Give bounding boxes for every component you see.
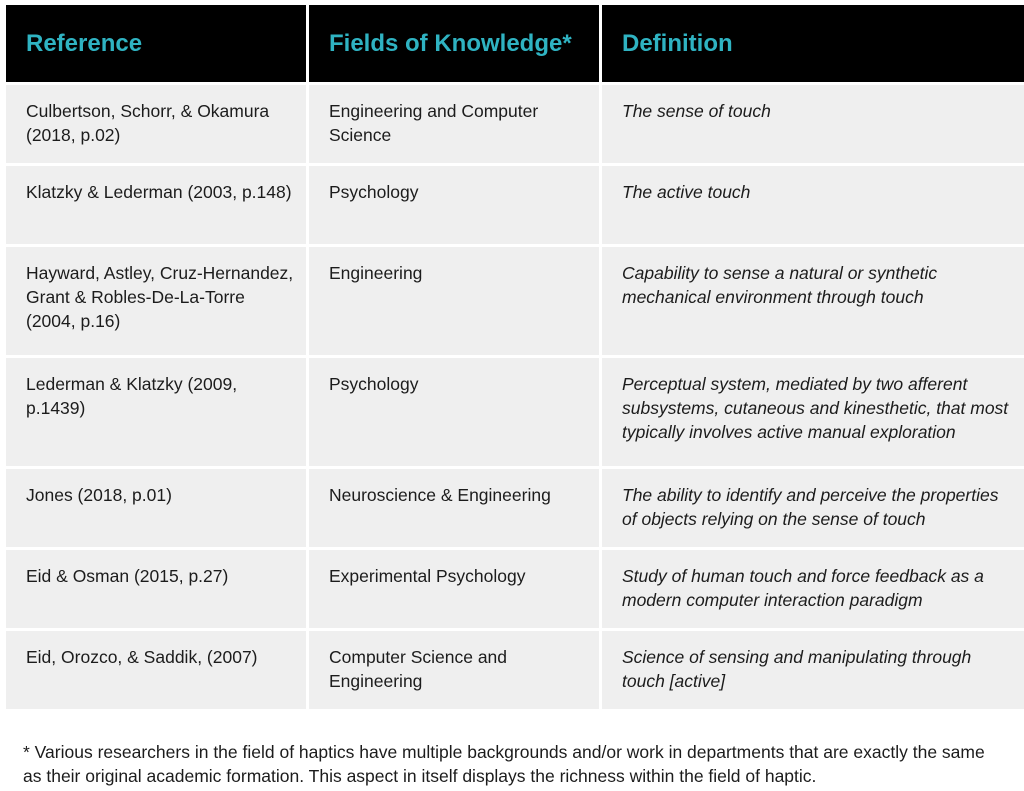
reference-cell: Klatzky & Lederman (2003, p.148): [6, 166, 306, 244]
table-row: [6, 469, 1024, 547]
header-definition: Definition: [602, 5, 1024, 82]
field-cell: Engineering and Computer Science: [309, 85, 599, 163]
definition-cell: Perceptual system, mediated by two afferent subsystems, cutaneous and kinesthetic, that most typically involves active manual exploration: [602, 358, 1024, 466]
field-cell: Psychology: [309, 358, 599, 466]
table-row: [6, 166, 1024, 244]
definition-cell: The sense of touch: [602, 85, 1024, 163]
field-cell: Computer Science and Engineering: [309, 631, 599, 709]
table-row: [6, 85, 1024, 163]
reference-cell: Eid & Osman (2015, p.27): [6, 550, 306, 628]
reference-cell: Lederman & Klatzky (2009, p.1439): [6, 358, 306, 466]
reference-cell: Culbertson, Schorr, & Okamura (2018, p.02): [6, 85, 306, 163]
haptics-definitions-table: [3, 2, 1024, 712]
table-row: [6, 247, 1024, 355]
field-cell: Neuroscience & Engineering: [309, 469, 599, 547]
footnote: * Various researchers in the field of haptics have multiple backgrounds and/or work in departments that are exactly the same as their original academic formation. This aspect in itself displays the richness within the field of haptic.: [23, 741, 985, 786]
field-cell: Experimental Psychology: [309, 550, 599, 628]
table-header-row: [6, 5, 1024, 82]
definition-cell: Science of sensing and manipulating through touch [active]: [602, 631, 1024, 709]
field-cell: Psychology: [309, 166, 599, 244]
field-cell: Engineering: [309, 247, 599, 355]
reference-cell: Eid, Orozco, & Saddik, (2007): [6, 631, 306, 709]
table-row: [6, 631, 1024, 709]
definition-cell: Study of human touch and force feedback as a modern computer interaction paradigm: [602, 550, 1024, 628]
table-row: [6, 358, 1024, 466]
table-row: [6, 550, 1024, 628]
reference-cell: Jones (2018, p.01): [6, 469, 306, 547]
header-reference: Reference: [6, 5, 306, 82]
header-fields-of-knowledge: Fields of Knowledge*: [309, 5, 599, 82]
definition-cell: Capability to sense a natural or synthetic mechanical environment through touch: [602, 247, 1024, 355]
reference-cell: Hayward, Astley, Cruz-Hernandez, Grant & Robles-De-La-Torre (2004, p.16): [6, 247, 306, 355]
definition-cell: The active touch: [602, 166, 1024, 244]
definition-cell: The ability to identify and perceive the properties of objects relying on the sense of touch: [602, 469, 1024, 547]
